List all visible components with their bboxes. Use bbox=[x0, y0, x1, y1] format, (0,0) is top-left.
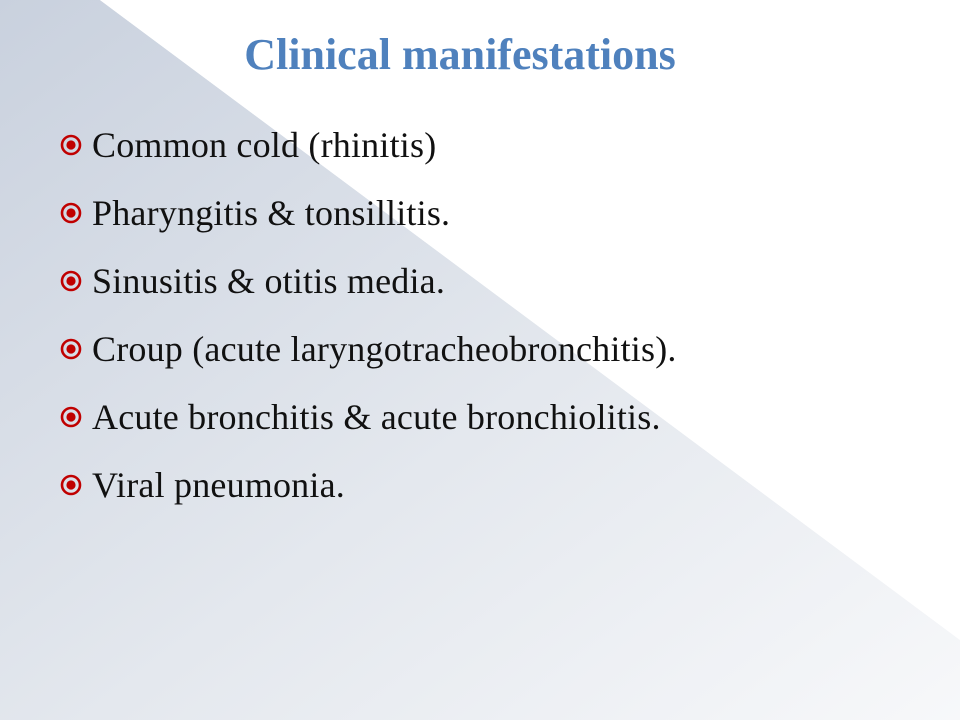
bullet-text: Sinusitis & otitis media. bbox=[92, 261, 446, 301]
list-item bbox=[60, 247, 940, 315]
bullet-text: Pharyngitis & tonsillitis. bbox=[92, 193, 451, 233]
list-item bbox=[60, 111, 940, 179]
circled-dot-bullet-icon bbox=[60, 474, 82, 496]
list-item bbox=[60, 315, 940, 383]
bullet-list bbox=[60, 111, 940, 519]
circled-dot-bullet-icon bbox=[60, 406, 82, 428]
circled-dot-bullet-icon bbox=[60, 338, 82, 360]
bullet-text: Acute bronchitis & acute bronchiolitis. bbox=[92, 397, 661, 437]
slide-title: Clinical manifestations bbox=[244, 30, 676, 79]
bullet-text: Common cold (rhinitis) bbox=[92, 125, 437, 165]
list-item bbox=[60, 179, 940, 247]
list-item bbox=[60, 451, 940, 519]
circled-dot-bullet-icon bbox=[60, 134, 82, 156]
bullet-text: Croup (acute laryngotracheobronchitis). bbox=[92, 329, 677, 369]
list-item bbox=[60, 383, 940, 451]
circled-dot-bullet-icon bbox=[60, 270, 82, 292]
circled-dot-bullet-icon bbox=[60, 202, 82, 224]
bullet-text: Viral pneumonia. bbox=[92, 465, 345, 505]
